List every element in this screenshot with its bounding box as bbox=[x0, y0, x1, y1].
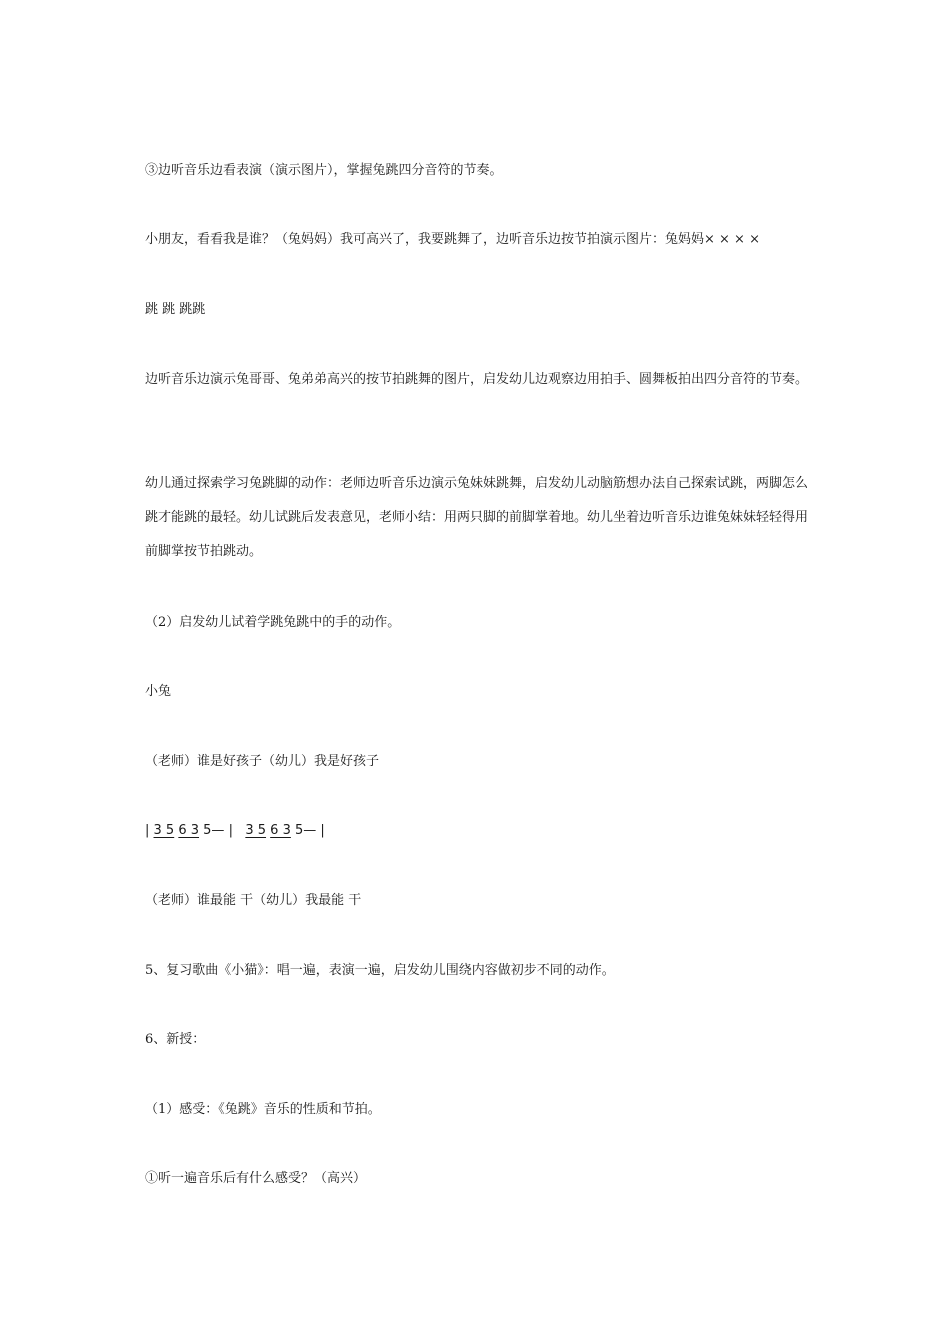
paragraph-step3: ③边听音乐边看表演（演示图片），掌握兔跳四分音符的节奏。 bbox=[145, 163, 503, 178]
notation-group2-a: 3 5 bbox=[245, 823, 267, 838]
notation-group1-tail: 5— | bbox=[199, 823, 246, 838]
notation-group1-a: 3 5 bbox=[153, 823, 175, 838]
paragraph-hand-actions: （2）启发幼儿试着学跳兔跳中的手的动作。 bbox=[145, 615, 401, 630]
music-notation bbox=[145, 814, 810, 848]
paragraph-little-rabbit: 小兔 bbox=[145, 684, 172, 699]
notation-group2-b: 6 3 bbox=[270, 823, 291, 838]
paragraph-rabbit-mother: 小朋友，看看我是谁？（兔妈妈）我可高兴了，我要跳舞了，边听音乐边按节拍演示图片：兔妈妈× × × × bbox=[145, 232, 760, 247]
paragraph-rabbit-brothers: 边听音乐边演示兔哥哥、兔弟弟高兴的按节拍跳舞的图片，启发幼儿边观察边用拍手、圆舞板拍出四分音符的节奏。 bbox=[145, 372, 809, 387]
paragraph-new-lesson: 6、新授： bbox=[145, 1032, 206, 1047]
notation-group1-b: 6 3 bbox=[178, 823, 200, 838]
paragraph-feel-music: （1）感受：《兔跳》音乐的性质和节拍。 bbox=[145, 1102, 381, 1117]
paragraph-review-song: 5、复习歌曲《小猫》：唱一遍，表演一遍，启发幼儿围绕内容做初步不同的动作。 bbox=[145, 963, 615, 978]
notation-bar-open: | bbox=[145, 823, 154, 838]
notation-group2-tail: 5— | bbox=[290, 823, 325, 838]
paragraph-most-capable: （老师）谁最能 干（幼儿）我最能 干 bbox=[145, 893, 362, 908]
paragraph-jump-rhythm: 跳 跳 跳跳 bbox=[145, 302, 206, 317]
paragraph-good-child: （老师）谁是好孩子（幼儿）我是好孩子 bbox=[145, 754, 380, 769]
paragraph-listen-once: ①听一遍音乐后有什么感受？（高兴） bbox=[145, 1171, 367, 1186]
paragraph-explore-jump: 幼儿通过探索学习兔跳脚的动作：老师边听音乐边演示兔妹妹跳舞，启发幼儿动脑筋想办法自己探索试跳，两脚怎么跳才能跳的最轻。幼儿试跳后发表意见，老师小结：用两只脚的前脚掌着地。幼儿坐着边听音乐边谁兔妹妹轻轻得用前脚掌按节拍跳动。 bbox=[145, 476, 809, 559]
